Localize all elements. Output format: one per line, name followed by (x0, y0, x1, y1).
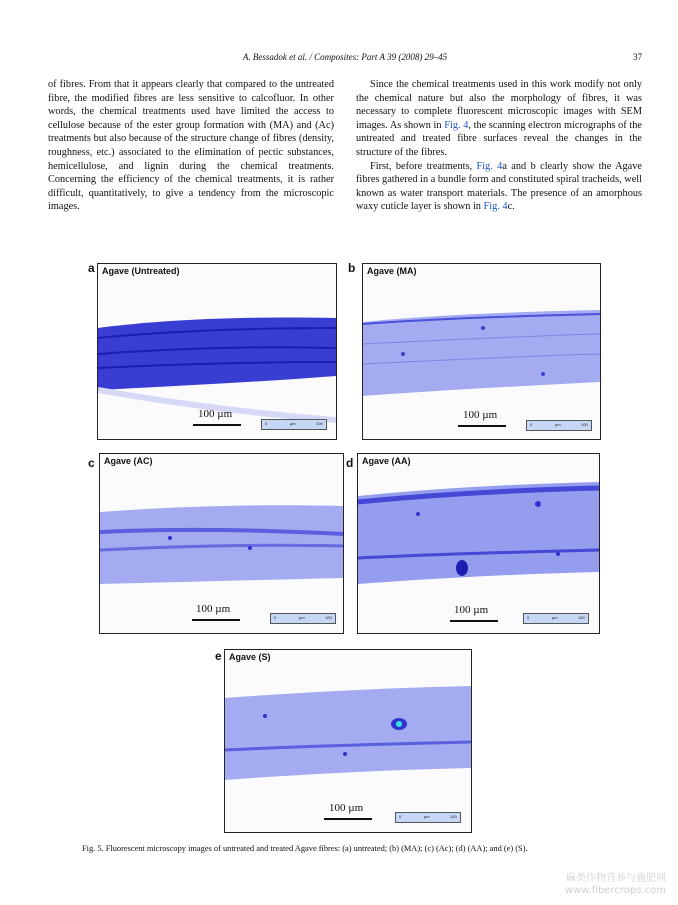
scale-bar-e (324, 818, 372, 820)
panel-title-d: Agave (AA) (362, 456, 411, 466)
text-run: c. (507, 201, 515, 213)
right-paragraph-1 (356, 78, 642, 160)
scale-ruler-e (395, 812, 461, 823)
scale-ruler-b (526, 420, 592, 431)
panel-letter-a: a (88, 261, 95, 275)
ruler-label: 100 (581, 422, 588, 427)
ruler-label: µm (424, 814, 430, 819)
panel-title-e: Agave (S) (229, 652, 271, 662)
text-run: First, before treatments, (370, 160, 477, 172)
scale-ruler-a (261, 419, 327, 430)
left-column (48, 78, 334, 214)
ruler-label: 0 (274, 615, 277, 620)
text-run: Since the chemical treatments used in this work modify not only the chemical nature but also the morphology of fibres, it was necessary to complete fluorescent microscopic images with SEM images. As shown in (356, 79, 642, 131)
running-header (48, 52, 642, 66)
scale-bar-c (192, 619, 240, 621)
panel-title-c: Agave (AC) (104, 456, 153, 466)
right-paragraph-2 (356, 160, 642, 214)
scale-bar-d (450, 620, 498, 622)
header-citation: A. Bessadok et al. / Composites: Part A 39 (2008) 29–45 (242, 52, 448, 62)
scale-label-b: 100 µm (463, 409, 498, 421)
panel-letter-e: e (215, 649, 222, 663)
micrograph-panel-d (357, 453, 600, 634)
scale-bar-a (193, 424, 241, 426)
micrograph-panel-e (224, 649, 472, 833)
figure-reference-link[interactable]: Fig. 4 (483, 201, 508, 213)
figure-caption: Fig. 5. Fluorescent microscopy images of untreated and treated Agave fibres: (a) untreated; (b) (MA); (c) (Ac); (d) (AA); and (e) (S). (82, 844, 528, 853)
site-watermark (565, 873, 666, 897)
scale-label-e: 100 µm (329, 802, 364, 814)
ruler-label: 100 (450, 814, 457, 819)
figure-reference-link[interactable]: Fig. 4 (476, 160, 503, 172)
left-paragraph: of fibres. From that it appears clearly that compared to the untreated fibre, the modified fibres are less sensitive to calcofluor. In other words, the chemical treatments used have limited the access to cellulose because of the ester group formation with (MA) and (Ac) treatments but also because of the structure change of fibres (density, roughness, etc.) associated to the elimination of pectic substances, hemicellulose, and lignin during the chemical treatments. Concerning the efficiency of the chemical treatments, it is rather difficult, quantitatively, to give a tendency from the microscopic images. (48, 79, 334, 213)
ruler-label: 100 (325, 615, 332, 620)
panel-letter-c: c (88, 456, 95, 470)
right-column (356, 78, 642, 214)
ruler-label: 100 (316, 421, 323, 426)
panel-letter-b: b (348, 261, 356, 275)
ruler-label: 0 (527, 615, 530, 620)
text-run: a and b clearly show the Agave fibres gathered in a bundle form and constituted spiral tracheids, well known as water transport materials. The presence of an amorphous waxy cuticle layer is shown in (356, 160, 642, 213)
ruler-label: 0 (265, 421, 268, 426)
panel-title-b: Agave (MA) (367, 266, 417, 276)
micrograph-panel-c (99, 453, 344, 634)
ruler-label: 100 (578, 615, 585, 620)
page-number: 37 (633, 52, 642, 62)
figure-reference-link[interactable]: Fig. 4 (444, 119, 469, 131)
ruler-label: µm (290, 421, 296, 426)
panel-title-a: Agave (Untreated) (102, 266, 180, 276)
scale-label-c: 100 µm (196, 603, 231, 615)
scale-label-d: 100 µm (454, 604, 489, 616)
ruler-label: µm (555, 422, 561, 427)
scale-label-a: 100 µm (198, 408, 233, 420)
watermark-line-1: 麻类作物营养与施肥网 (566, 873, 666, 884)
watermark-line-2: www.fibercrops.com (564, 885, 666, 896)
ruler-label: 0 (399, 814, 402, 819)
micrograph-panel-a (97, 263, 337, 440)
ruler-label: µm (552, 615, 558, 620)
scale-ruler-d (523, 613, 589, 624)
text-run: , the scanning electron micrographs of the untreated and treated fibre surfaces reveal the changes in the structure of the fibres. (356, 119, 642, 158)
ruler-label: µm (299, 615, 305, 620)
panel-letter-d: d (346, 456, 354, 470)
scale-ruler-c (270, 613, 336, 624)
micrograph-panel-b (362, 263, 601, 440)
ruler-label: 0 (530, 422, 533, 427)
scale-bar-b (458, 425, 506, 427)
